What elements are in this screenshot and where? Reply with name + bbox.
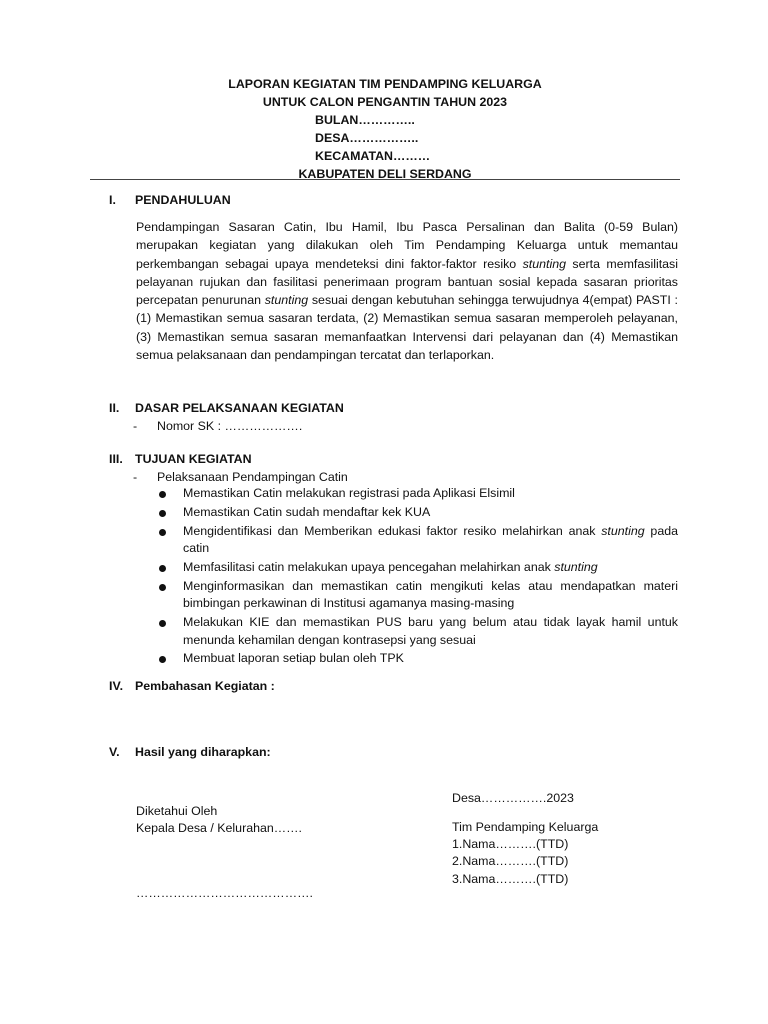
- header-divider: [90, 179, 680, 180]
- section-4-number: IV.: [109, 679, 124, 693]
- para-italic: stunting: [264, 293, 309, 308]
- header-kecamatan: KECAMATAN………: [315, 149, 431, 163]
- list-item-text: Memastikan Catin melakukan registrasi pada Aplikasi Elsimil: [183, 486, 515, 500]
- header-bulan: BULAN…………..: [315, 113, 415, 127]
- section-5-title: Hasil yang diharapkan:: [135, 745, 271, 759]
- para-text: serta memfasilitasi pelayanan rujukan dan fasilitasi penerimaan program bantuan sosial kepada sasaran prioritas percepatan penurunan: [136, 256, 678, 308]
- para-text: sesuai dengan kebutuhan sehingga terwujudnya 4(empat) PASTI : (1) Memastikan semua sasaran terdata, (2) Memastikan semua sasaran memperoleh pelayanan, (3) Memastikan semua sasaran memanfaatkan Intervensi dari pelayanan dan (4) Memastikan semua pelaksanaan dan pendampingan tercatat dan terlaporkan.: [136, 293, 678, 363]
- para-text: Pendampingan Sasaran Catin, Ibu Hamil, Ibu Pasca Persalinan dan Balita (0-59 Bulan) merupakan kegiatan yang dilakukan oleh Tim Pendamping Keluarga untuk memantau perkembangan sebagai upaya mendeteksi dini faktor-faktor resiko: [136, 220, 678, 271]
- list-item-italic: stunting: [554, 559, 598, 574]
- list-item: [155, 504, 678, 522]
- header-desa: DESA……………..: [315, 131, 419, 145]
- section-3-subitem: [133, 470, 348, 484]
- subitem-title: Pelaksanaan Pendampingan Catin: [157, 470, 348, 484]
- bullet-icon: [159, 529, 166, 536]
- list-item-text: pada catin: [183, 523, 678, 556]
- date-line: Desa…………….2023: [452, 791, 574, 805]
- section-3-number: III.: [109, 452, 123, 466]
- list-item: [155, 578, 678, 613]
- list-item-text: Membuat laporan setiap bulan oleh TPK: [183, 651, 404, 666]
- section-1-paragraph: [136, 218, 678, 364]
- dash-marker: -: [133, 419, 138, 433]
- signatory-1: 1.Nama……….(TTD): [452, 837, 569, 852]
- section-4-heading: [109, 679, 275, 693]
- nomor-sk: Nomor SK : ……………….: [157, 419, 303, 433]
- header-kabupaten: KABUPATEN DELI SERDANG: [298, 167, 472, 181]
- list-item: [155, 559, 678, 577]
- header-title: LAPORAN KEGIATAN TIM PENDAMPING KELUARGA: [228, 77, 542, 91]
- bullet-icon: [159, 565, 166, 572]
- signature-right: [452, 819, 598, 888]
- signature-left: [136, 803, 302, 837]
- list-item-text: Menginformasikan dan memastikan catin mengikuti kelas atau mendapatkan materi bimbingan perkawinan di Institusi agamanya masing-masing: [183, 578, 678, 611]
- list-item: [155, 614, 678, 649]
- dash-marker: -: [133, 470, 138, 484]
- section-1-title: PENDAHULUAN: [135, 193, 231, 207]
- bullet-icon: [159, 510, 166, 517]
- list-item: [155, 485, 678, 503]
- kepala-desa-label: Kepala Desa / Kelurahan…….: [136, 821, 302, 836]
- list-item-text: Memastikan Catin sudah mendaftar kek KUA: [183, 504, 431, 519]
- para-italic: stunting: [522, 256, 566, 271]
- tpk-label: Tim Pendamping Keluarga: [452, 820, 599, 834]
- list-item-text: Melakukan KIE dan memastikan PUS baru yang belum atau tidak layak hamil untuk menunda kehamilan dengan kontrasepsi yang sesuai: [183, 615, 678, 647]
- bullet-icon: [159, 584, 166, 591]
- bullet-icon: [159, 491, 166, 498]
- section-1-number: I.: [109, 193, 116, 207]
- objective-list: [155, 485, 678, 669]
- signatory-2: 2.Nama……….(TTD): [452, 854, 569, 869]
- section-1-heading: [109, 193, 231, 207]
- section-3-heading: [109, 452, 252, 466]
- section-2-heading: [109, 401, 344, 415]
- list-item-text: Mengidentifikasi dan Memberikan edukasi faktor resiko melahirkan anak: [183, 523, 602, 538]
- header-subtitle: UNTUK CALON PENGANTIN TAHUN 2023: [262, 95, 508, 109]
- section-4-title: Pembahasan Kegiatan :: [135, 679, 275, 693]
- bullet-icon: [159, 620, 166, 627]
- list-item-text: Memfasilitasi catin melakukan upaya pencegahan melahirkan anak: [183, 559, 555, 574]
- diketahui-label: Diketahui Oleh: [136, 804, 218, 818]
- section-2-number: II.: [109, 401, 120, 415]
- section-2-item: [133, 419, 302, 433]
- report-header: [90, 75, 680, 183]
- bullet-icon: [159, 656, 166, 663]
- section-3-title: TUJUAN KEGIATAN: [135, 452, 252, 466]
- list-item-italic: stunting: [601, 523, 645, 538]
- list-item: [155, 523, 678, 558]
- list-item: [155, 650, 678, 668]
- section-5-number: V.: [109, 745, 120, 759]
- signatory-3: 3.Nama……….(TTD): [452, 871, 569, 886]
- signature-line: …………………………………….: [136, 886, 313, 900]
- section-5-heading: [109, 745, 271, 759]
- section-2-title: DASAR PELAKSANAAN KEGIATAN: [135, 401, 344, 415]
